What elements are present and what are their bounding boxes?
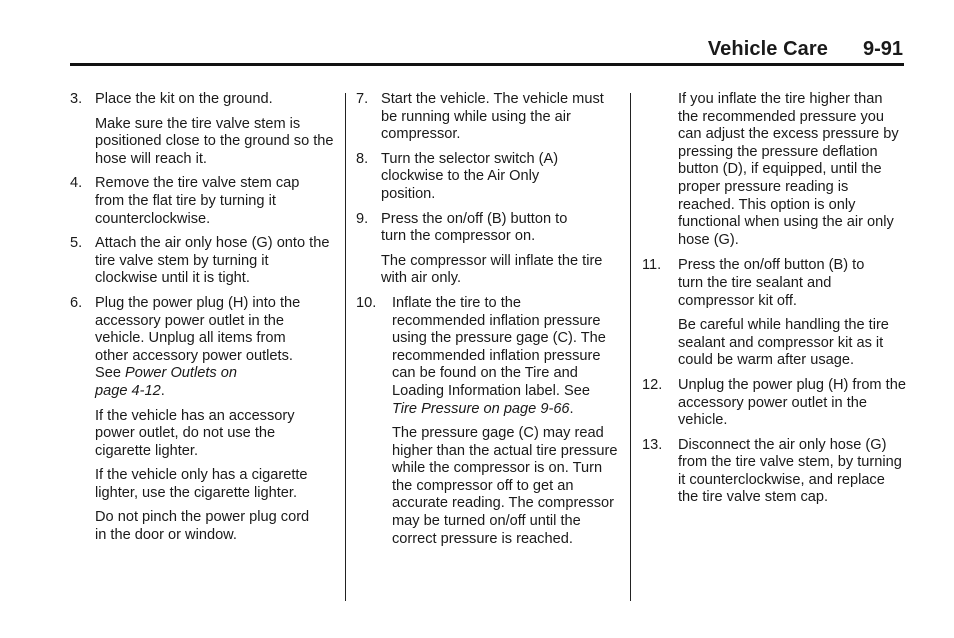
- step-text: Place the kit on the ground.: [95, 91, 273, 107]
- cross-reference-page[interactable]: page 4-12: [95, 382, 161, 399]
- step-3-note: Make sure the tire valve stem is positioned close to the ground so the hose will reach it.: [95, 115, 334, 167]
- step-text-body: Inflate the tire to the recommended inflation pressure using the pressure gage (C). The recommended inflation pressure can be found on the Tire and Loading Information label. See: [392, 294, 606, 399]
- step-7: [356, 91, 618, 144]
- step-12: [642, 377, 907, 430]
- page-number: 9-91: [862, 38, 903, 60]
- period: .: [160, 382, 165, 399]
- step-text: Remove the tire valve stem cap from the flat tire by turning it counterclockwise.: [95, 175, 300, 227]
- step-10-note: The pressure gage (C) may read higher than the actual tire pressure while the compressor is on. Turn the compressor off to get an accurate reading. The compressor may be turned on/off until the correct pressure is reached.: [392, 425, 618, 547]
- step-3: [70, 91, 336, 109]
- step-text: Disconnect the air only hose (G) from the tire valve stem, by turning it counterclockwise, and replace the tire valve stem cap.: [678, 436, 902, 506]
- step-text: Turn the selector switch (A) clockwise to the Air Only position.: [381, 150, 559, 202]
- cross-reference[interactable]: Power Outlets on: [125, 365, 237, 382]
- step-text: Press the on/off button (B) to turn the tire sealant and compressor kit off.: [678, 257, 865, 309]
- step-11: [642, 257, 907, 310]
- cross-reference[interactable]: Tire: [392, 400, 418, 417]
- see-text: See: [95, 365, 126, 382]
- step-8: [356, 151, 618, 204]
- section-title: Vehicle Care: [707, 38, 828, 60]
- step-9-note: The compressor will inflate the tire with air only.: [381, 252, 603, 287]
- step-text: [392, 295, 618, 418]
- step-6-note-3: Do not pinch the power plug cord in the door or window.: [95, 509, 310, 544]
- step-number: 8.: [356, 150, 369, 167]
- step-10: [356, 295, 618, 418]
- step-number: 5.: [70, 235, 83, 252]
- step-text-line: vehicle. Unplug all items from: [95, 330, 286, 347]
- period: .: [569, 400, 574, 417]
- step-number: 10.: [356, 294, 377, 311]
- step-6-note-2: If the vehicle only has a cigarette lighter, use the cigarette lighter.: [95, 467, 308, 501]
- step-text-line: [95, 383, 336, 401]
- column-1: [70, 91, 336, 545]
- step-text: Press the on/off (B) button to turn the compressor on.: [381, 210, 568, 245]
- header-rule: [70, 63, 904, 66]
- step-text-line: other accessory power outlets.: [95, 347, 293, 364]
- step-4: [70, 175, 336, 228]
- step-10-continued: If you inflate the tire higher than the recommended pressure you can adjust the excess pressure by pressing the pressure deflation button (D), if equipped, until the proper pressure reading is reached. This option is only functional when using the air only hose (G).: [678, 91, 899, 248]
- step-number: 4.: [70, 175, 83, 192]
- cross-reference-page[interactable]: Pressure on page 9-66: [421, 400, 570, 417]
- step-6-note-1: If the vehicle has an accessory power outlet, do not use the cigarette lighter.: [95, 407, 295, 459]
- column-3: [642, 91, 907, 507]
- step-text: Start the vehicle. The vehicle must be running while using the air compressor.: [381, 91, 604, 143]
- step-text-line: [95, 365, 336, 383]
- step-6: [70, 295, 336, 401]
- step-13: [642, 437, 907, 507]
- step-number: 9.: [356, 210, 369, 227]
- column-divider-2: [630, 93, 631, 601]
- step-number: 7.: [356, 91, 369, 107]
- step-9: [356, 211, 618, 246]
- step-number: 12.: [642, 376, 663, 393]
- step-text: Unplug the power plug (H) from the accessory power outlet in the vehicle.: [678, 376, 906, 429]
- page-header: [70, 38, 903, 64]
- step-text-line: accessory power outlet in the: [95, 312, 285, 329]
- column-divider-1: [345, 93, 346, 601]
- step-text-line: Plug the power plug (H) into the: [95, 294, 301, 311]
- step-number: 3.: [70, 91, 83, 107]
- step-number: 13.: [642, 436, 663, 453]
- step-text: Attach the air only hose (G) onto the tire valve stem by turning it clockwise until it is tight.: [95, 235, 330, 287]
- step-11-note: Be careful while handling the tire sealant and compressor kit as it could be warm after usage.: [678, 317, 889, 369]
- column-2: [356, 91, 618, 548]
- step-5: [70, 235, 336, 288]
- step-number: 6.: [70, 294, 83, 311]
- step-number: 11.: [642, 257, 662, 274]
